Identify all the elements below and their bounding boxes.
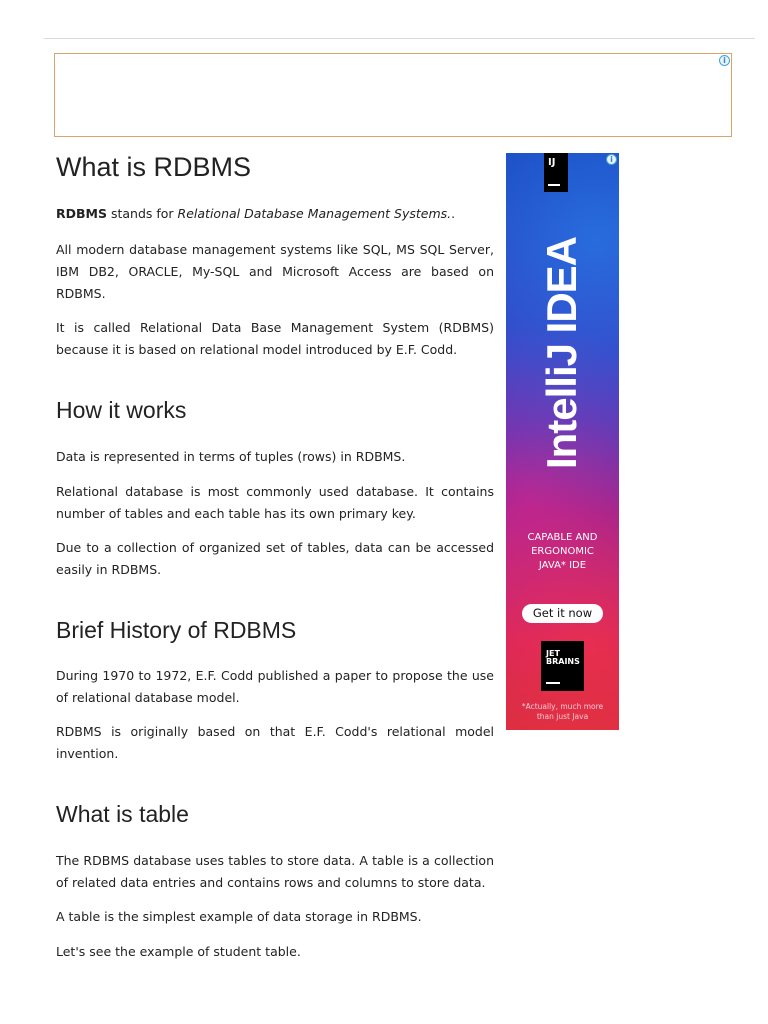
info-icon[interactable]: i	[719, 55, 730, 66]
jb-bar	[546, 682, 560, 684]
paragraph-relational-common: Relational database is most commonly used database. It contains number of tables and each table has its own primary key.	[56, 484, 494, 521]
heading-brief-history: Brief History of RDBMS	[56, 617, 297, 643]
top-ad-banner[interactable]	[54, 53, 732, 137]
intellij-logo-icon	[544, 153, 568, 192]
jb-line-1: JET	[546, 649, 560, 658]
text-period: .	[451, 206, 456, 221]
tagline-line-3: JAVA* IDE	[538, 560, 587, 571]
footnote-line-1: *Actually, much more	[521, 702, 604, 711]
term-rdbms: RDBMS	[56, 206, 107, 221]
heading-what-is-table: What is table	[56, 801, 189, 827]
heading-how-it-works: How it works	[56, 397, 187, 423]
heading-what-is-rdbms: What is RDBMS	[56, 152, 252, 182]
top-divider	[44, 38, 755, 39]
tagline-line-2: ERGONOMIC	[531, 546, 594, 557]
ad-info-icon[interactable]: i	[606, 154, 617, 165]
footnote-line-2: than just Java	[536, 712, 589, 721]
intellij-side-ad[interactable]	[506, 153, 619, 730]
ad-footnote	[506, 702, 619, 722]
paragraph-called-rdbms: It is called Relational Data Base Management System (RDBMS) because it is based on relational model introduced by E.F. Codd.	[56, 320, 494, 357]
jetbrains-logo-icon	[541, 641, 584, 691]
logo-text: IJ	[548, 157, 556, 168]
paragraph-modern-dbms: All modern database management systems like SQL, MS SQL Server, IBM DB2, ORACLE, My-SQL and Microsoft Access are based on RDBMS.	[56, 242, 494, 301]
get-it-now-button[interactable]: Get it now	[522, 604, 603, 623]
term-definition: Relational Database Management Systems.	[177, 206, 452, 221]
paragraph-codd-model: RDBMS is originally based on that E.F. Codd's relational model invention.	[56, 724, 494, 761]
tagline-line-1: CAPABLE AND	[527, 532, 598, 543]
paragraph-tables-store-data: The RDBMS database uses tables to store data. A table is a collection of related data entries and contains rows and columns to store data.	[56, 853, 494, 890]
paragraph-student-table: Let's see the example of student table.	[56, 944, 301, 959]
brand-name: IntelliJ IDEA	[538, 236, 585, 470]
logo-bar	[548, 184, 560, 186]
jb-line-2: BRAINS	[546, 657, 580, 666]
text-stands-for: stands for	[106, 206, 178, 221]
paragraph-codd-paper: During 1970 to 1972, E.F. Codd published a paper to propose the use of relational database model.	[56, 668, 494, 705]
paragraph-collection-tables: Due to a collection of organized set of tables, data can be accessed easily in RDBMS.	[56, 540, 494, 577]
paragraph-simplest-example: A table is the simplest example of data storage in RDBMS.	[56, 909, 422, 924]
paragraph-tuples: Data is represented in terms of tuples (rows) in RDBMS.	[56, 449, 406, 464]
paragraph-rdbms-stands-for	[56, 203, 494, 225]
ad-tagline	[506, 531, 619, 573]
